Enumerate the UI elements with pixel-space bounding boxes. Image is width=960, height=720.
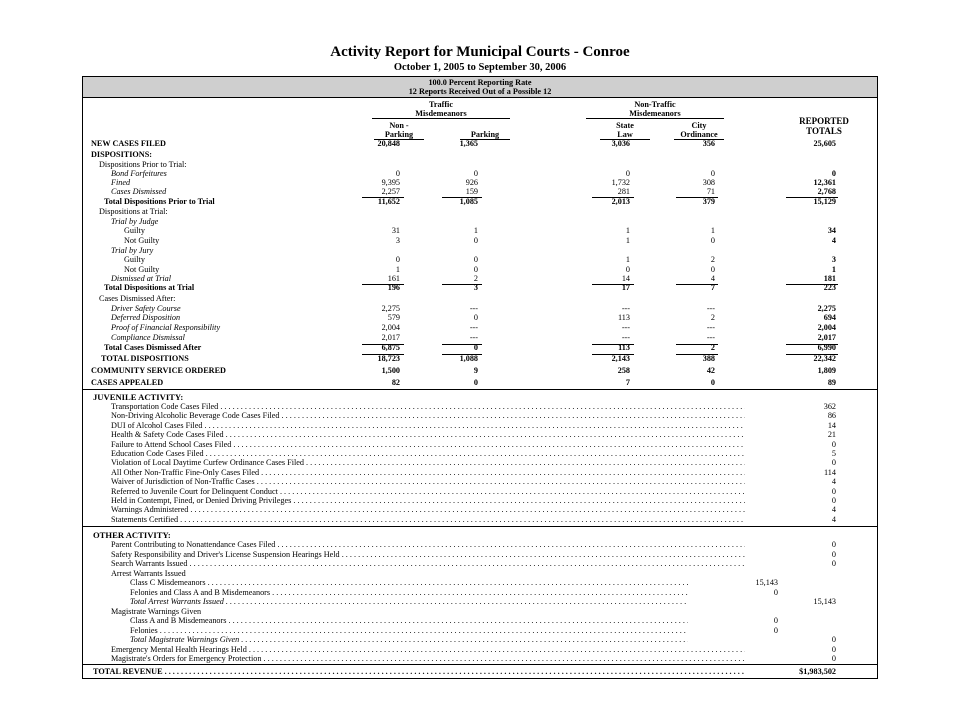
cell-tot: 1 (831, 265, 836, 274)
other-item-label: Felonies . . . (130, 626, 688, 636)
cell-co: 42 (706, 366, 715, 375)
total-rule (676, 197, 718, 198)
reporting-rate-banner (82, 76, 878, 98)
cell-sl: 14 (621, 274, 630, 283)
total-rule (362, 197, 404, 198)
total-rule (362, 344, 404, 345)
cell-sl: 1 (625, 255, 630, 264)
cell-pk: 1,088 (459, 354, 478, 363)
header-non-parking-1: Non - (389, 121, 409, 130)
list-item (0, 578, 960, 588)
cell-np: 3 (395, 236, 400, 245)
other-item-value: 0 (831, 559, 836, 568)
row-label: Trial by Judge (111, 217, 159, 226)
cell-sl: 2,013 (611, 197, 630, 206)
total-rule (592, 354, 634, 355)
cell-co: 2 (710, 343, 715, 352)
row-label: DISPOSITIONS: (91, 150, 152, 159)
juvenile-item-value: 14 (827, 420, 836, 430)
other-item-label: Search Warrants Issued . . . (111, 559, 745, 569)
cell-co: 0 (710, 378, 715, 387)
table-row (0, 333, 960, 343)
other-item-label: Felonies and Class A and B Misdemeanors . . . (130, 588, 688, 598)
cell-np: 1,500 (381, 366, 400, 375)
cell-pk: 1,365 (459, 139, 478, 148)
cell-sl: 1,732 (611, 178, 630, 187)
row-label: Cases Dismissed (111, 187, 167, 196)
row-label: CASES APPEALED (91, 378, 164, 387)
cell-np: 2,004 (381, 323, 400, 332)
row-label: Dispositions at Trial: (99, 207, 168, 216)
total-rule (442, 197, 482, 198)
other-item-label: Emergency Mental Health Hearings Held . . . (111, 645, 745, 655)
cell-pk: 0 (473, 169, 478, 178)
cell-pk: 926 (465, 178, 478, 187)
cell-co: 0 (710, 265, 715, 274)
row-label: Bond Forfeitures (111, 169, 167, 178)
cell-pk: 0 (473, 313, 478, 322)
total-rule (592, 344, 634, 345)
cell-pk: --- (469, 304, 478, 313)
total-rule (592, 197, 634, 198)
list-item (0, 654, 960, 664)
row-label: Total Cases Dismissed After (104, 343, 202, 352)
list-item (0, 635, 960, 645)
table-row (0, 255, 960, 265)
cell-np: 0 (395, 255, 400, 264)
cell-co: --- (706, 333, 715, 342)
cell-np: 579 (387, 313, 400, 322)
list-item (0, 515, 960, 525)
row-label: NEW CASES FILED (91, 139, 166, 148)
cell-sl: 113 (618, 313, 630, 322)
juvenile-item-label: Waiver of Jurisdiction of Non-Traffic Cases . . . (111, 477, 745, 487)
page-title: Activity Report for Municipal Courts - Conroe (330, 44, 630, 60)
juvenile-item-value: 86 (827, 411, 836, 421)
cell-co: --- (706, 323, 715, 332)
cell-sl: 281 (617, 187, 630, 196)
cell-tot: 34 (827, 226, 836, 235)
other-item-label: Parent Contributing to Nonattendance Cases Filed . . . (111, 540, 745, 550)
juvenile-item-label: Failure to Attend School Cases Filed . . . (111, 440, 745, 450)
total-rule (786, 344, 838, 345)
cell-tot: 223 (823, 283, 836, 292)
cell-sl: 17 (621, 283, 630, 292)
cell-co: 2 (710, 255, 715, 264)
table-row (0, 207, 960, 217)
total-rule (442, 344, 482, 345)
table-row (0, 236, 960, 246)
total-revenue-value: $1,983,502 (799, 667, 836, 676)
other-item-label: Class C Misdemeanors . . . (130, 578, 688, 588)
juvenile-item-value: 0 (831, 439, 836, 449)
table-row (0, 187, 960, 197)
cell-np: 9,395 (381, 178, 400, 187)
row-label: Fined (111, 178, 131, 187)
list-item (0, 559, 960, 569)
cell-pk: 0 (473, 378, 478, 387)
juvenile-item-label: Held in Contempt, Fined, or Denied Driving Privileges . . . (111, 496, 745, 506)
header-state-law-2: Law (600, 130, 650, 140)
header-city-ordinance-2: Ordinance (674, 130, 724, 140)
row-label: Total Dispositions at Trial (104, 283, 195, 292)
header-traffic: Traffic (429, 100, 453, 109)
table-row (0, 378, 960, 388)
total-rule (362, 354, 404, 355)
juvenile-item-label: Transportation Code Cases Filed . . . (111, 402, 745, 412)
juvenile-item-label: Health & Safety Code Cases Filed . . . (111, 430, 745, 440)
juvenile-item-value: 114 (824, 467, 836, 477)
cell-np: 82 (391, 378, 400, 387)
juvenile-item-value: 4 (831, 505, 836, 515)
row-label: Deferred Disposition (111, 313, 181, 322)
cell-co: 0 (710, 236, 715, 245)
total-rule (786, 354, 838, 355)
report-period: October 1, 2005 to September 30, 2006 (393, 62, 567, 73)
table-row (0, 139, 960, 149)
row-label: Dismissed at Trial (111, 274, 172, 283)
total-rule (676, 344, 718, 345)
cell-tot: 15,129 (813, 197, 836, 206)
table-row (0, 197, 960, 207)
total-rule (786, 284, 838, 285)
table-row (0, 366, 960, 376)
row-label: COMMUNITY SERVICE ORDERED (91, 366, 226, 375)
cell-sl: 113 (618, 343, 630, 352)
other-item-value: 0 (831, 635, 836, 644)
header-reported: REPORTED (799, 116, 849, 126)
row-label: Driver Safety Course (111, 304, 181, 313)
cell-sl: --- (621, 333, 630, 342)
cell-pk: --- (469, 323, 478, 332)
cell-sl: 1 (625, 226, 630, 235)
other-item-label: Magistrate's Orders for Emergency Protection . . . (111, 654, 745, 664)
header-non-traffic-misdemeanors: Misdemeanors (586, 109, 724, 119)
cell-tot: 3 (831, 255, 836, 264)
row-label: Guilty (124, 226, 145, 235)
cell-sl: 0 (625, 169, 630, 178)
cell-np: 31 (391, 226, 400, 235)
row-label: Cases Dismissed After: (99, 294, 176, 303)
other-item-subvalue: 0 (773, 616, 778, 625)
total-rule (786, 197, 838, 198)
cell-tot: 22,342 (813, 354, 836, 363)
cell-pk: 9 (473, 366, 478, 375)
total-rule (676, 284, 718, 285)
juvenile-item-value: 5 (831, 449, 836, 458)
cell-pk: --- (469, 333, 478, 342)
juvenile-item-value: 4 (831, 514, 836, 524)
cell-co: 71 (706, 187, 715, 196)
row-label: Not Guilty (124, 236, 160, 245)
cell-tot: 4 (831, 236, 836, 245)
total-rule (442, 284, 482, 285)
cell-pk: 0 (473, 236, 478, 245)
header-totals: TOTALS (806, 126, 842, 136)
header-state-law-1: State (616, 121, 634, 130)
cell-co: 2 (710, 313, 715, 322)
juvenile-item-value: 0 (831, 458, 836, 468)
cell-tot: 2,768 (817, 187, 836, 196)
cell-tot: 12,361 (813, 178, 836, 187)
cell-sl: 258 (617, 366, 630, 375)
other-item-label: Class A and B Misdemeanors . . . (130, 616, 688, 626)
cell-np: 1 (395, 265, 400, 274)
row-label: Dispositions Prior to Trial: (99, 160, 187, 169)
cell-co: 388 (702, 354, 715, 363)
cell-pk: 3 (473, 283, 478, 292)
total-rule (592, 284, 634, 285)
other-item-label: Safety Responsibility and Driver's License Suspension Hearings Held . . . (111, 550, 745, 560)
other-heading: OTHER ACTIVITY: (93, 530, 171, 540)
juvenile-item-label: Education Code Cases Filed . . . (111, 449, 745, 459)
juvenile-item-label: All Other Non-Traffic Fine-Only Cases Filed . . . (111, 468, 745, 478)
cell-np: 196 (387, 283, 400, 292)
other-item-value: 0 (831, 644, 836, 654)
row-label: Trial by Jury (111, 246, 154, 255)
cell-co: 7 (710, 283, 715, 292)
table-row (0, 294, 960, 304)
cell-pk: 1,085 (459, 197, 478, 206)
juvenile-item-value: 21 (827, 430, 836, 440)
cell-pk: 2 (473, 274, 478, 283)
cell-co: 1 (710, 226, 715, 235)
list-item (0, 597, 960, 607)
list-item (0, 616, 960, 626)
row-label: Total Dispositions Prior to Trial (104, 197, 215, 206)
cell-co: 4 (710, 274, 715, 283)
other-item-subvalue: 0 (773, 625, 778, 635)
header-non-parking-2: Parking (374, 130, 424, 140)
section-divider (82, 389, 878, 390)
juvenile-item-label: DUI of Alcohol Cases Filed . . . (111, 421, 745, 431)
cell-np: 0 (395, 169, 400, 178)
total-rule (442, 354, 482, 355)
cell-np: 161 (387, 274, 400, 283)
section-divider (82, 664, 878, 665)
juvenile-item-value: 0 (831, 486, 836, 496)
cell-pk: 0 (473, 343, 478, 352)
header-city-ordinance-1: City (691, 121, 707, 130)
cell-tot: 2,275 (817, 304, 836, 313)
header-parking: Parking (460, 130, 510, 140)
row-label: Compliance Dismissal (111, 333, 185, 342)
cell-np: 2,275 (381, 304, 400, 313)
row-label: TOTAL DISPOSITIONS (101, 354, 189, 363)
cell-np: 20,848 (377, 139, 400, 148)
section-divider (82, 526, 878, 527)
juvenile-heading: JUVENILE ACTIVITY: (93, 392, 184, 402)
row-label: Guilty (124, 255, 145, 264)
other-item-label: Arrest Warrants Issued (111, 568, 186, 578)
reporting-rate-text: 100.0 Percent Reporting Rate (428, 78, 532, 87)
cell-co: 0 (710, 169, 715, 178)
cell-sl: 1 (625, 236, 630, 245)
cell-sl: --- (621, 304, 630, 313)
cell-co: 379 (702, 197, 715, 206)
cell-sl: 2,143 (611, 354, 630, 363)
other-item-label: Total Magistrate Warnings Given . . . (130, 635, 688, 645)
other-item-value: 0 (831, 540, 836, 549)
cell-np: 2,257 (381, 187, 400, 196)
other-item-value: 0 (831, 549, 836, 559)
juvenile-heading-row (0, 392, 960, 402)
juvenile-item-label: Violation of Local Daytime Curfew Ordinance Cases Filed . . . (111, 458, 745, 468)
list-item (0, 588, 960, 598)
cell-tot: 6,990 (817, 343, 836, 352)
other-heading-row (0, 530, 960, 540)
total-revenue-row (0, 667, 960, 677)
juvenile-item-value: 0 (831, 496, 836, 505)
table-row (0, 226, 960, 236)
cell-np: 2,017 (381, 333, 400, 342)
other-item-label: Magistrate Warnings Given (111, 606, 202, 616)
cell-pk: 159 (465, 187, 478, 196)
table-row (0, 313, 960, 323)
list-item (0, 569, 960, 579)
list-item (0, 607, 960, 617)
juvenile-item-value: 4 (831, 477, 836, 487)
row-label: Not Guilty (124, 265, 160, 274)
cell-pk: 0 (473, 255, 478, 264)
total-revenue-label: TOTAL REVENUE . . . (93, 667, 745, 677)
list-item (0, 550, 960, 560)
cell-pk: 0 (473, 265, 478, 274)
other-item-value: 0 (831, 654, 836, 663)
cell-co: 356 (702, 139, 715, 148)
other-item-label: Total Arrest Warrants Issued . . . (130, 597, 688, 607)
juvenile-item-label: Statements Certified . . . (111, 515, 745, 525)
cell-np: 18,723 (377, 354, 400, 363)
cell-sl: 3,036 (611, 139, 630, 148)
cell-tot: 1,809 (817, 366, 836, 375)
list-item (0, 540, 960, 550)
cell-tot: 694 (823, 313, 836, 322)
list-item (0, 626, 960, 636)
cell-tot: 25,605 (813, 139, 836, 148)
other-item-subvalue: 0 (773, 587, 778, 597)
cell-np: 11,652 (377, 197, 400, 206)
list-item (0, 645, 960, 655)
header-non-traffic: Non-Traffic (634, 100, 676, 109)
juvenile-item-value: 362 (823, 402, 836, 411)
cell-tot: 2,017 (817, 333, 836, 342)
cell-sl: 7 (625, 378, 630, 387)
cell-co: 308 (702, 178, 715, 187)
header-traffic-misdemeanors: Misdemeanors (372, 109, 510, 119)
other-item-value: 15,143 (813, 597, 836, 606)
juvenile-item-label: Non-Driving Alcoholic Beverage Code Cases Filed . . . (111, 411, 745, 421)
total-rule (362, 284, 404, 285)
table-row (0, 354, 960, 364)
juvenile-item-label: Warnings Administered . . . (111, 505, 745, 515)
juvenile-item-label: Referred to Juvenile Court for Delinquent Conduct . . . (111, 487, 745, 497)
table-row (0, 150, 960, 160)
cell-pk: 1 (473, 226, 478, 235)
reports-received-text: 12 Reports Received Out of a Possible 12 (408, 87, 552, 96)
cell-tot: 181 (823, 274, 836, 283)
cell-tot: 0 (831, 169, 836, 178)
cell-sl: --- (621, 323, 630, 332)
row-label: Proof of Financial Responsibility (111, 323, 221, 332)
total-rule (676, 354, 718, 355)
cell-tot: 2,004 (817, 323, 836, 332)
cell-sl: 0 (625, 265, 630, 274)
cell-co: --- (706, 304, 715, 313)
cell-tot: 89 (827, 378, 836, 387)
cell-np: 6,875 (381, 343, 400, 352)
table-row (0, 323, 960, 333)
other-item-subvalue: 15,143 (755, 578, 778, 587)
